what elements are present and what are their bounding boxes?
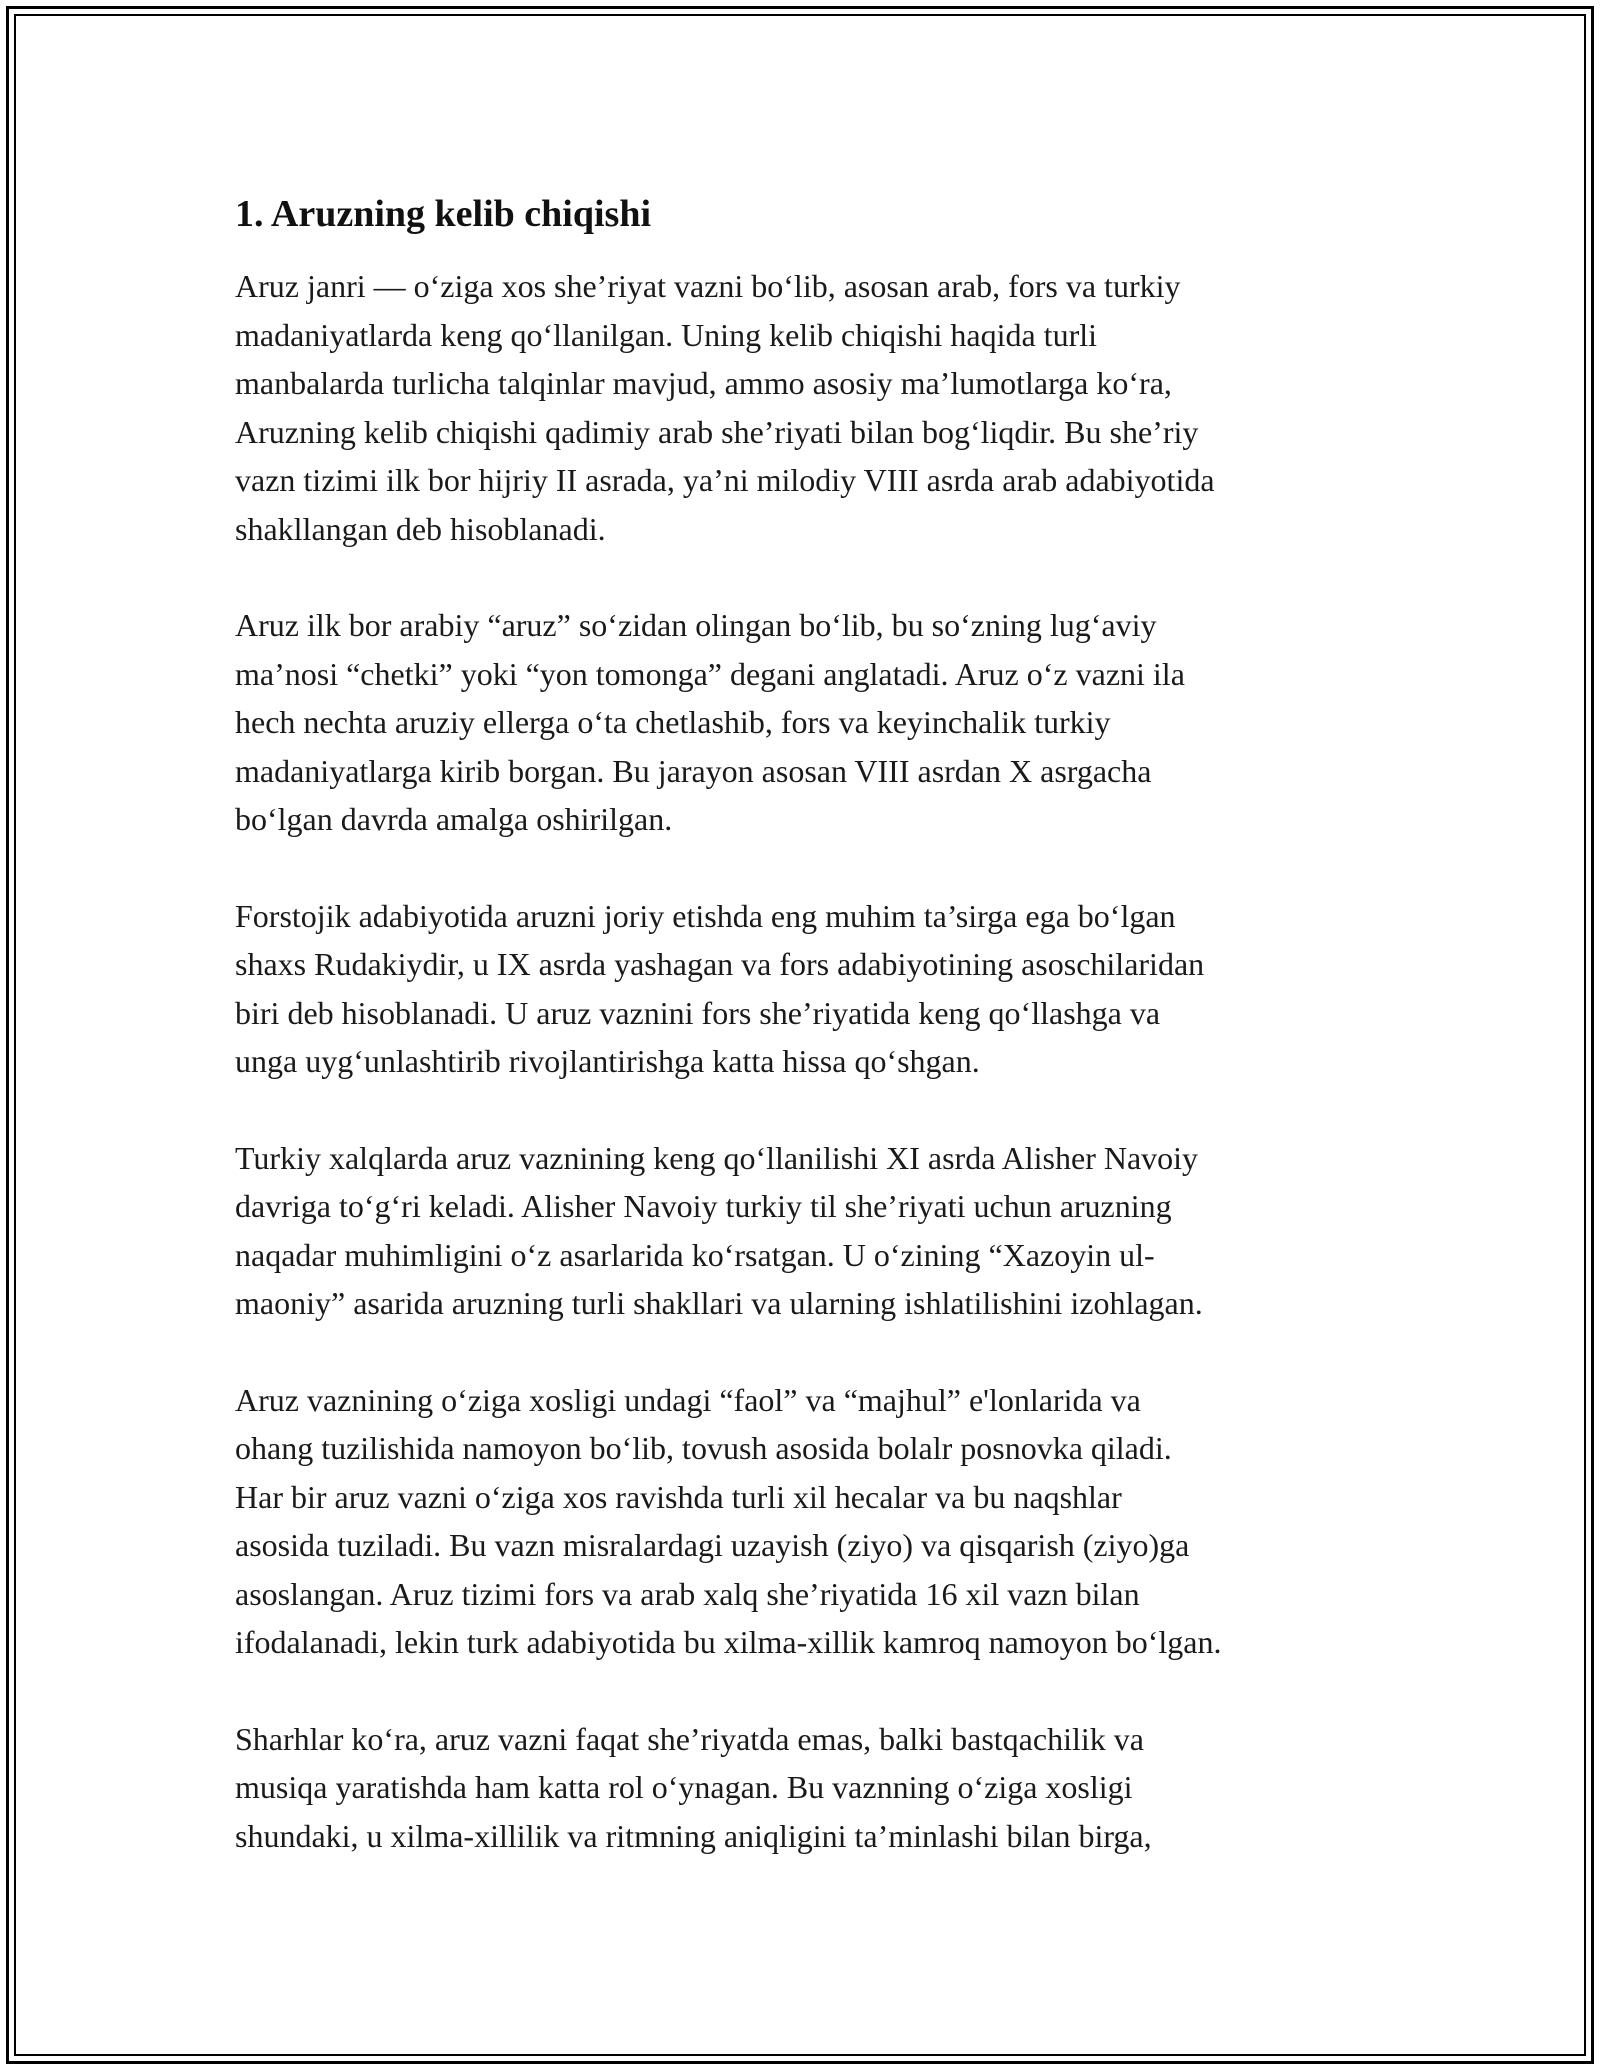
paragraph-1 bbox=[235, 262, 1375, 553]
text-line: Aruz vaznining o‘ziga xosligi undagi “faol” va “majhul” e'lonlarida va bbox=[235, 1381, 1141, 1418]
text-line: shaxs Rudakiydir, u IX asrda yashagan va fors adabiyotining asoschilaridan bbox=[235, 946, 1205, 982]
text-line: madaniyatlarga kirib borgan. Bu jarayon asosan VIII asrdan X asrgacha bbox=[235, 752, 1152, 789]
text-line: Aruzning kelib chiqishi qadimiy arab she’riyati bilan bog‘liqdir. Bu she’riy bbox=[235, 413, 1199, 450]
text-line: Sharhlar ko‘ra, aruz vazni faqat she’riyatda emas, balki bastqachilik va bbox=[235, 1720, 1144, 1757]
text-line: Turkiy xalqlarda aruz vaznining keng qo‘llanilishi XI asrda Alisher Navoiy bbox=[235, 1139, 1199, 1176]
text-line: hech nechta aruziy ellerga o‘ta chetlashib, fors va keyinchalik turkiy bbox=[235, 704, 1111, 740]
text-line: ma’nosi “chetki” yoki “yon tomonga” degani anglatadi. Aruz o‘z vazni ila bbox=[235, 655, 1185, 692]
text-line: shundaki, u xilma-xillilik va ritmning aniqligini ta’minlashi bilan birga, bbox=[235, 1817, 1152, 1854]
text-line: ohang tuzilishida namoyon bo‘lib, tovush asosida bolalr posnovka qiladi. bbox=[235, 1430, 1172, 1466]
text-line: Forstojik adabiyotida aruzni joriy etishda eng muhim ta’sirga ega bo‘lgan bbox=[235, 897, 1176, 934]
text-line: unga uyg‘unlashtirib rivojlantirishga katta hissa qo‘shgan. bbox=[235, 1043, 980, 1079]
text-line: asosida tuziladi. Bu vazn misralardagi uzayish (ziyo) va qisqarish (ziyo)ga bbox=[235, 1527, 1190, 1563]
text-line: madaniyatlarda keng qo‘llanilgan. Uning kelib chiqishi haqida turli bbox=[235, 316, 1097, 353]
text-line: naqadar muhimligini o‘z asarlarida ko‘rsatgan. U o‘zining “Xazoyin ul- bbox=[235, 1236, 1155, 1273]
paragraph-3 bbox=[235, 892, 1375, 1086]
text-line: shakllangan deb hisoblanadi. bbox=[235, 510, 606, 547]
paragraph-2 bbox=[235, 601, 1375, 844]
text-line: maoniy” asarida aruzning turli shakllari va ularning ishlatilishini izohlagan. bbox=[235, 1285, 1203, 1321]
paragraph-4 bbox=[235, 1134, 1375, 1328]
text-line: Aruz ilk bor arabiy “aruz” so‘zidan olingan bo‘lib, bu so‘zning lug‘aviy bbox=[235, 607, 1157, 643]
text-line: davriga to‘g‘ri keladi. Alisher Navoiy turkiy til she’riyati uchun aruzning bbox=[235, 1188, 1172, 1224]
text-line: Har bir aruz vazni o‘ziga xos ravishda turli xil hecalar va bu naqshlar bbox=[235, 1478, 1122, 1515]
paragraph-6 bbox=[235, 1715, 1375, 1861]
paragraph-5 bbox=[235, 1376, 1375, 1667]
text-line: musiqa yaratishda ham katta rol o‘ynagan. Bu vaznning o‘ziga xosligi bbox=[235, 1769, 1133, 1805]
text-line: vazn tizimi ilk bor hijriy II asrada, ya’ni milodiy VIII asrda arab adabiyotida bbox=[235, 462, 1215, 498]
text-line: asoslangan. Aruz tizimi fors va arab xalq she’riyatida 16 xil vazn bilan bbox=[235, 1575, 1140, 1612]
text-line: bo‘lgan davrda amalga oshirilgan. bbox=[235, 801, 673, 837]
document-body bbox=[235, 186, 1375, 1908]
text-line: Aruz janri — o‘ziga xos she’riyat vazni bo‘lib, asosan arab, fors va turkiy bbox=[235, 268, 1181, 304]
text-line: biri deb hisoblanadi. U aruz vaznini fors she’riyatida keng qo‘llashga va bbox=[235, 994, 1161, 1031]
text-line: ifodalanadi, lekin turk adabiyotida bu xilma-xillik kamroq namoyon bo‘lgan. bbox=[235, 1624, 1222, 1660]
section-title: 1. Aruzning kelib chiqishi bbox=[235, 193, 652, 235]
text-line: manbalarda turlicha talqinlar mavjud, ammo asosiy ma’lumotlarga ko‘ra, bbox=[235, 365, 1172, 401]
